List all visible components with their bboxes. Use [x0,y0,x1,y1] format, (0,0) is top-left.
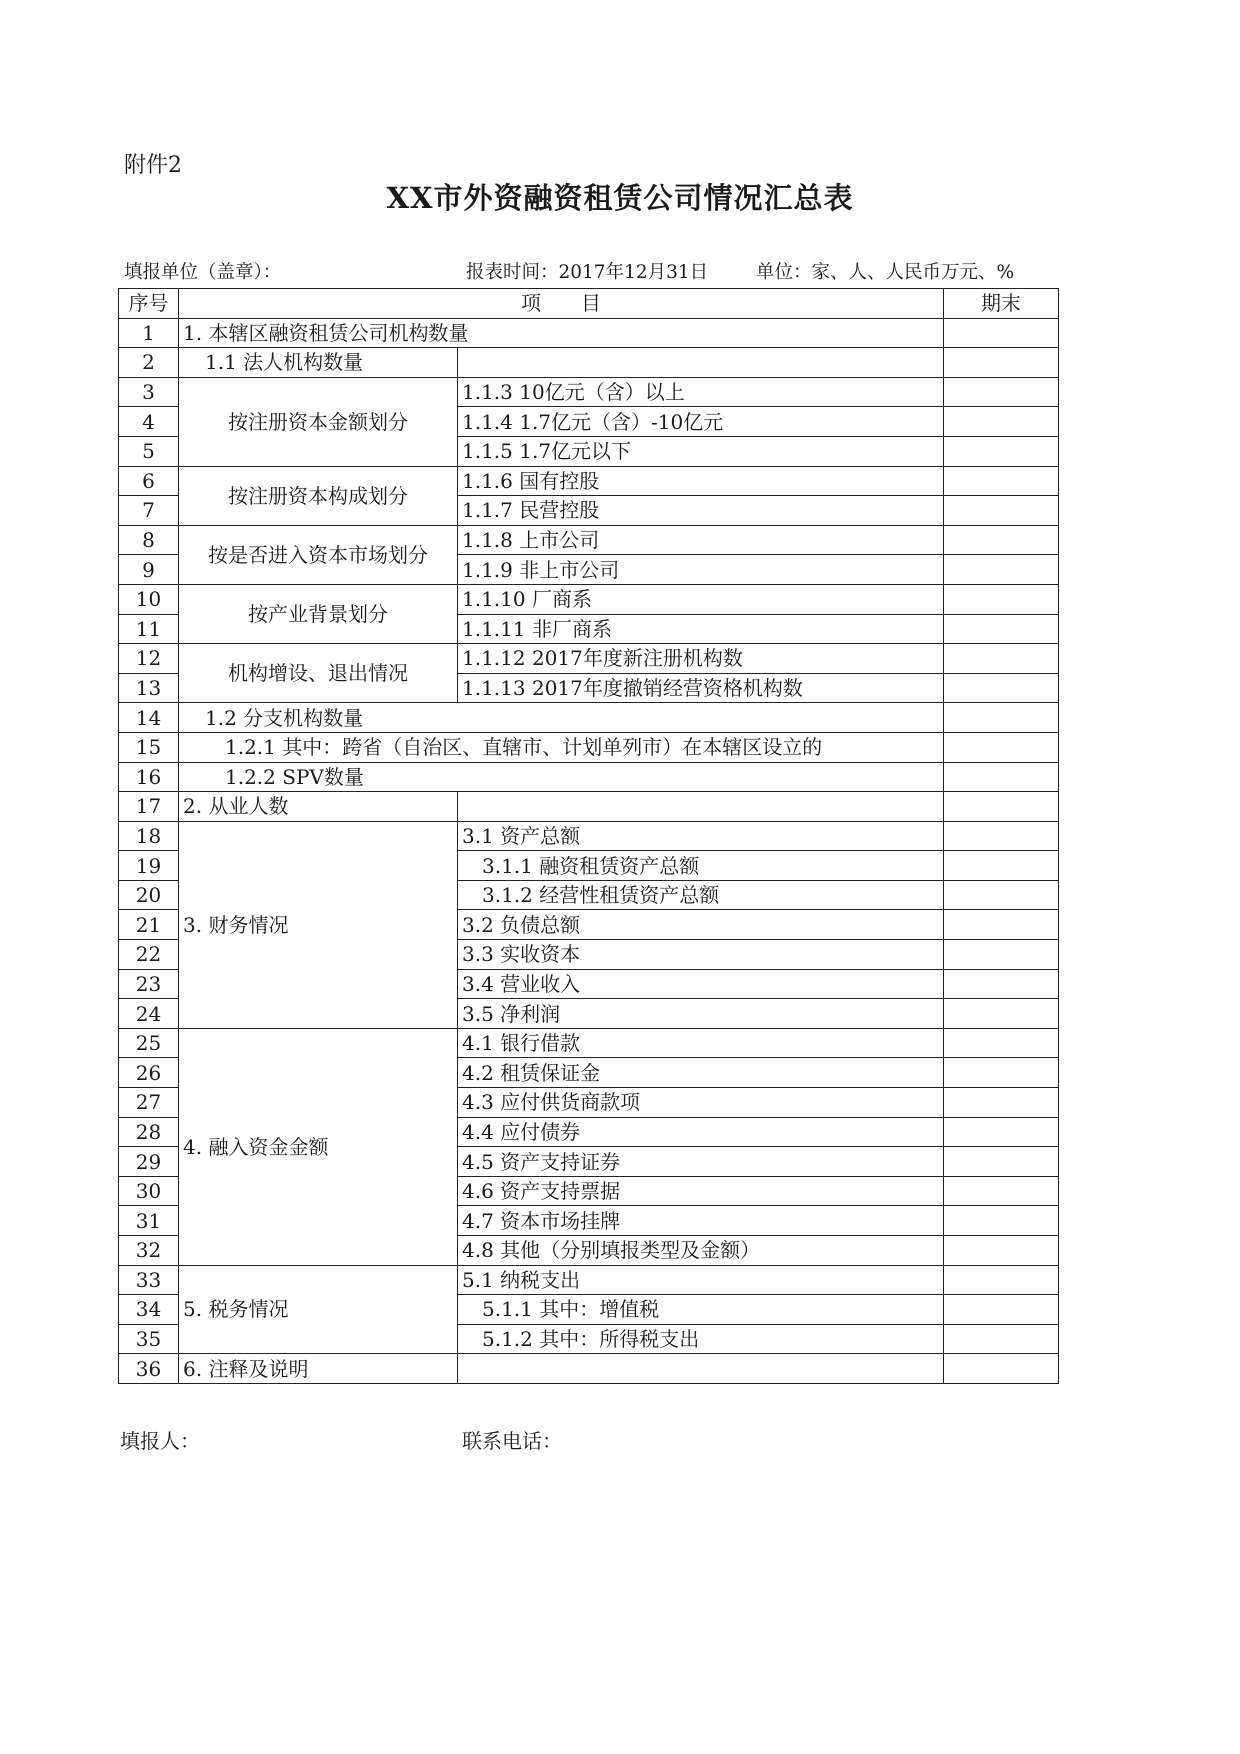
units-label: 单位：家、人、人民币万元、% [756,262,1015,283]
end-value-cell[interactable] [944,1088,1059,1118]
group-label: 按是否进入资本市场划分 [179,525,458,584]
end-value-cell[interactable] [944,762,1059,792]
blank-cell [458,1354,944,1384]
item-label: 1.1.10 厂商系 [458,584,944,614]
item-label: 1.1.12 2017年度新注册机构数 [458,644,944,674]
row-number: 8 [119,525,179,555]
page-title: XX市外资融资租赁公司情况汇总表 [386,181,854,215]
table-row [119,1028,1059,1058]
row-number: 34 [119,1295,179,1325]
end-value-cell[interactable] [944,1354,1059,1384]
item-label: 1.1.13 2017年度撤销经营资格机构数 [458,673,944,703]
item-label: 1.1.11 非厂商系 [458,614,944,644]
row-number: 33 [119,1265,179,1295]
blank-cell [458,792,944,822]
end-value-cell[interactable] [944,348,1059,378]
table-row [119,792,1059,822]
header-item: 项 目 [179,289,944,319]
row-number: 14 [119,703,179,733]
item-label: 1.1.5 1.7亿元以下 [458,436,944,466]
row-number: 7 [119,496,179,526]
table-row [119,821,1059,851]
end-value-cell[interactable] [944,732,1059,762]
table-row [119,1265,1059,1295]
row-number: 21 [119,910,179,940]
row-number: 26 [119,1058,179,1088]
end-value-cell[interactable] [944,1028,1059,1058]
group-label: 5. 税务情况 [179,1265,458,1354]
table-row [119,762,1059,792]
attachment-label: 附件2 [124,153,182,178]
table-row [119,318,1059,348]
blank-cell [458,348,944,378]
end-value-cell[interactable] [944,1265,1059,1295]
end-value-cell[interactable] [944,1147,1059,1177]
row-number: 25 [119,1028,179,1058]
group-label: 按注册资本金额划分 [179,377,458,466]
row-number: 9 [119,555,179,585]
item-label: 4.1 银行借款 [458,1028,944,1058]
end-value-cell[interactable] [944,792,1059,822]
item-label: 4.2 租赁保证金 [458,1058,944,1088]
end-value-cell[interactable] [944,525,1059,555]
group-label: 3. 财务情况 [179,821,458,1028]
item-label: 1.2.2 SPV数量 [179,762,944,792]
row-number: 17 [119,792,179,822]
row-number: 23 [119,969,179,999]
end-value-cell[interactable] [944,555,1059,585]
group-label: 4. 融入资金金额 [179,1028,458,1265]
row-number: 1 [119,318,179,348]
filler-label: 填报人： [120,1429,200,1453]
table-row [119,584,1059,614]
end-value-cell[interactable] [944,436,1059,466]
item-label: 3.1.1 融资租赁资产总额 [458,851,944,881]
end-value-cell[interactable] [944,1058,1059,1088]
report-time: 报表时间：2017年12月31日 [466,262,709,283]
end-value-cell[interactable] [944,496,1059,526]
filling-unit-label: 填报单位（盖章）： [124,262,282,283]
table-row [119,1354,1059,1384]
item-label: 1.1.6 国有控股 [458,466,944,496]
group-label: 机构增设、退出情况 [179,644,458,703]
row-number: 28 [119,1117,179,1147]
row-number: 5 [119,436,179,466]
row-number: 32 [119,1236,179,1266]
table-row [119,525,1059,555]
end-value-cell[interactable] [944,644,1059,674]
row-number: 11 [119,614,179,644]
item-label: 1.1.7 民营控股 [458,496,944,526]
item-label: 4.5 资产支持证券 [458,1147,944,1177]
item-label: 3.4 营业收入 [458,969,944,999]
item-label: 1.2.1 其中：跨省（自治区、直辖市、计划单列市）在本辖区设立的 [179,732,944,762]
item-label: 3.2 负债总额 [458,910,944,940]
row-number: 19 [119,851,179,881]
item-label: 6. 注释及说明 [179,1354,458,1384]
item-label: 1. 本辖区融资租赁公司机构数量 [179,318,944,348]
table-row [119,466,1059,496]
end-value-cell[interactable] [944,377,1059,407]
row-number: 31 [119,1206,179,1236]
row-number: 29 [119,1147,179,1177]
end-value-cell[interactable] [944,584,1059,614]
item-label: 1.2 分支机构数量 [179,703,944,733]
end-value-cell[interactable] [944,1206,1059,1236]
item-label: 5.1.1 其中：增值税 [458,1295,944,1325]
end-value-cell[interactable] [944,1324,1059,1354]
group-label: 按注册资本构成划分 [179,466,458,525]
table-row [119,703,1059,733]
row-number: 30 [119,1176,179,1206]
end-value-cell[interactable] [944,1295,1059,1325]
row-number: 27 [119,1088,179,1118]
end-value-cell[interactable] [944,910,1059,940]
end-value-cell[interactable] [944,466,1059,496]
item-label: 1.1.4 1.7亿元（含）-10亿元 [458,407,944,437]
item-label: 3.1.2 经营性租赁资产总额 [458,880,944,910]
end-value-cell[interactable] [944,318,1059,348]
row-number: 20 [119,880,179,910]
item-label: 5.1.2 其中：所得税支出 [458,1324,944,1354]
item-label: 4.4 应付债券 [458,1117,944,1147]
row-number: 2 [119,348,179,378]
item-label: 1.1.3 10亿元（含）以上 [458,377,944,407]
end-value-cell[interactable] [944,407,1059,437]
header-seq: 序号 [119,289,179,319]
row-number: 6 [119,466,179,496]
end-value-cell[interactable] [944,673,1059,703]
item-label: 3.3 实收资本 [458,940,944,970]
row-number: 36 [119,1354,179,1384]
item-label: 1.1 法人机构数量 [179,348,458,378]
phone-label: 联系电话： [462,1429,562,1453]
end-value-cell[interactable] [944,703,1059,733]
item-label: 4.6 资产支持票据 [458,1176,944,1206]
item-label: 4.3 应付供货商款项 [458,1088,944,1118]
row-number: 35 [119,1324,179,1354]
row-number: 15 [119,732,179,762]
summary-table [118,288,1059,1384]
row-number: 16 [119,762,179,792]
item-label: 2. 从业人数 [179,792,458,822]
row-number: 24 [119,999,179,1029]
item-label: 4.8 其他（分别填报类型及金额） [458,1236,944,1266]
item-label: 3.5 净利润 [458,999,944,1029]
item-label: 1.1.8 上市公司 [458,525,944,555]
end-value-cell[interactable] [944,851,1059,881]
end-value-cell[interactable] [944,880,1059,910]
end-value-cell[interactable] [944,969,1059,999]
row-number: 10 [119,584,179,614]
table-row [119,377,1059,407]
item-label: 5.1 纳税支出 [458,1265,944,1295]
row-number: 12 [119,644,179,674]
end-value-cell[interactable] [944,940,1059,970]
header-end: 期末 [944,289,1059,319]
header-row [119,289,1059,319]
end-value-cell[interactable] [944,1117,1059,1147]
row-number: 4 [119,407,179,437]
item-label: 4.7 资本市场挂牌 [458,1206,944,1236]
row-number: 22 [119,940,179,970]
table-row [119,732,1059,762]
end-value-cell[interactable] [944,614,1059,644]
table-row [119,644,1059,674]
end-value-cell[interactable] [944,1236,1059,1266]
row-number: 3 [119,377,179,407]
end-value-cell[interactable] [944,1176,1059,1206]
item-label: 3.1 资产总额 [458,821,944,851]
table-row [119,348,1059,378]
group-label: 按产业背景划分 [179,584,458,643]
end-value-cell[interactable] [944,999,1059,1029]
row-number: 13 [119,673,179,703]
end-value-cell[interactable] [944,821,1059,851]
row-number: 18 [119,821,179,851]
item-label: 1.1.9 非上市公司 [458,555,944,585]
